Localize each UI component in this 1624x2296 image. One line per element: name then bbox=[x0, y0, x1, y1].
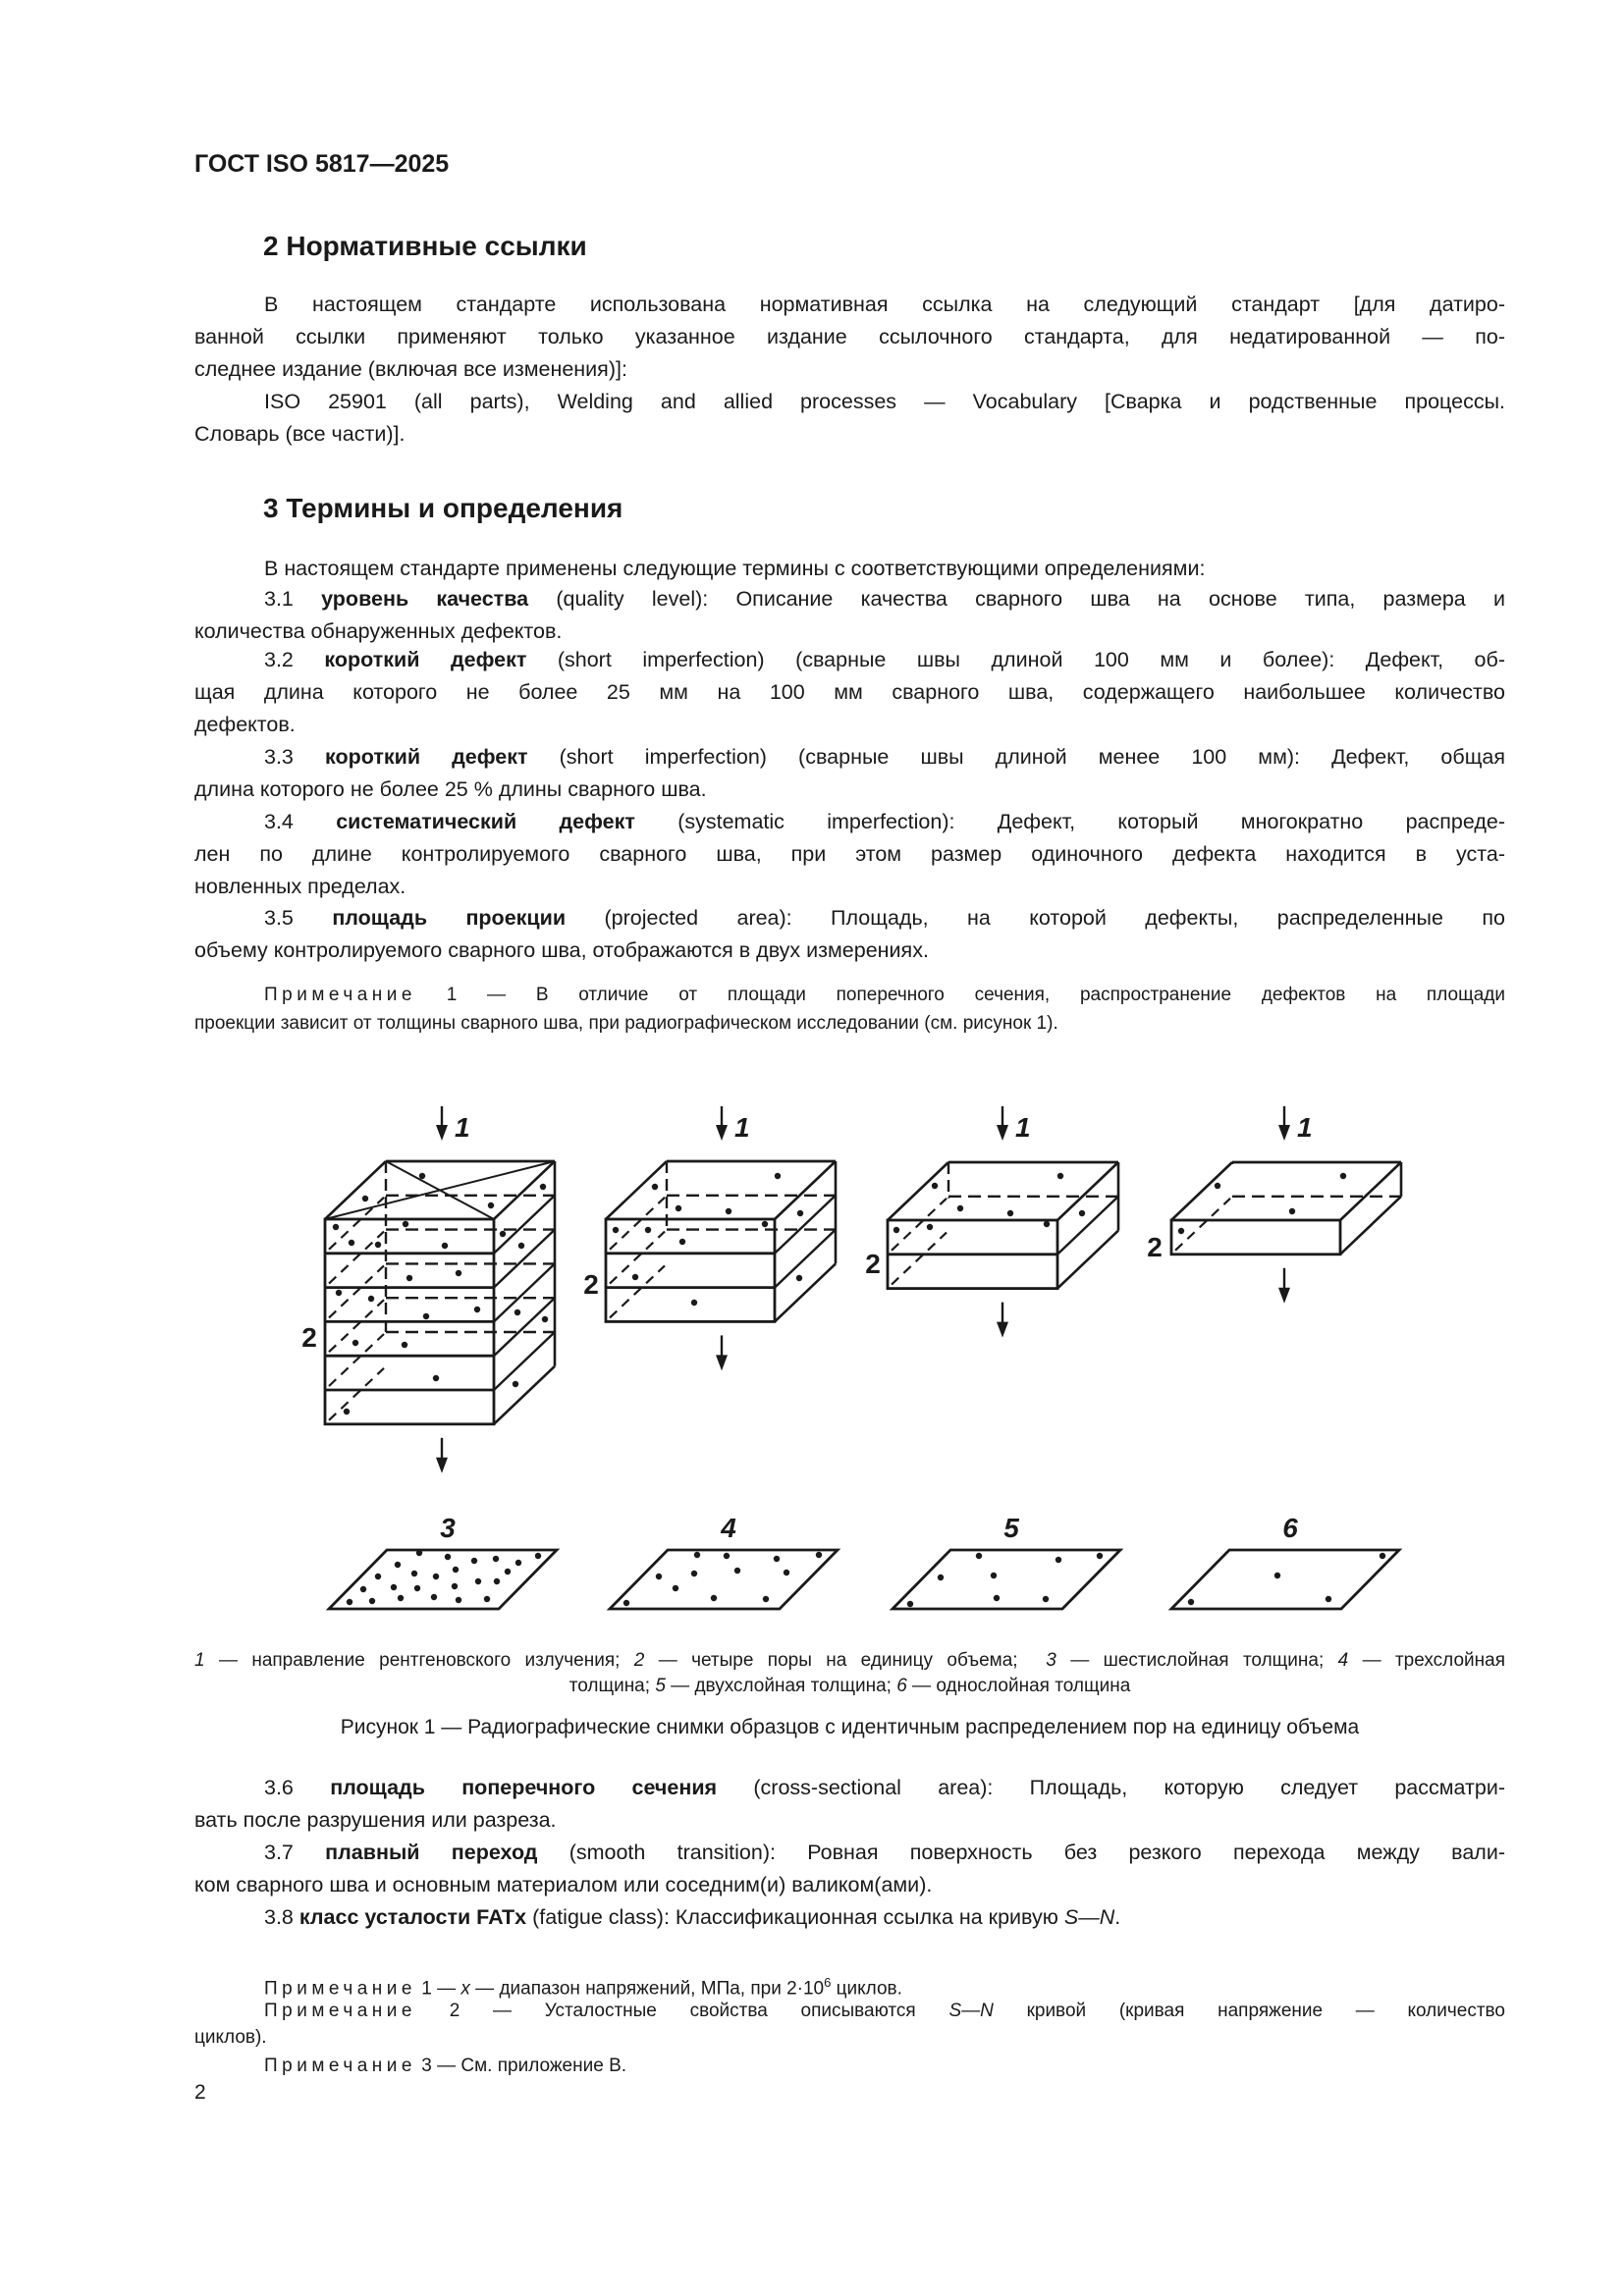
plate-pore-dot bbox=[471, 1558, 477, 1564]
specimen-3-xray-label: 1 bbox=[1015, 1112, 1031, 1143]
term-name: короткий дефект bbox=[324, 648, 527, 671]
term-definition: (short imperfection) (сварные швы длиной менее 100 мм): Дефект, общая bbox=[527, 745, 1505, 769]
term-definition-cont: вать после разрушения или разреза. bbox=[194, 1808, 557, 1832]
specimen-1-pore-dot bbox=[456, 1270, 461, 1276]
term-name: класс усталости FATx bbox=[298, 1905, 527, 1929]
plate-pore-dot bbox=[994, 1595, 1000, 1601]
section-2-heading: 2 Нормативные ссылки bbox=[263, 231, 587, 261]
note-3-8-1 bbox=[264, 1970, 1505, 2002]
term-name: уровень качества bbox=[321, 587, 529, 611]
specimen-3-hidden-diagonal bbox=[892, 1199, 947, 1251]
term-definition-cont: лен по длине контролируемого сварного шва, при этом размер одиночного дефекта находится в уста- bbox=[194, 842, 1505, 866]
specimen-1-pore-dot bbox=[333, 1224, 339, 1230]
plate-pore-dot bbox=[369, 1598, 375, 1604]
specimen-4-pore-dot bbox=[1178, 1228, 1184, 1234]
plate-pore-dot bbox=[907, 1601, 913, 1607]
specimen-3-pore-dot bbox=[927, 1224, 933, 1230]
plate-pore-dot bbox=[774, 1556, 780, 1562]
specimen-1-top-diagonal bbox=[386, 1161, 494, 1219]
specimen-2-hidden-diagonal bbox=[610, 1265, 665, 1317]
plate-pore-dot bbox=[505, 1569, 511, 1575]
specimen-2-pore-dot bbox=[676, 1205, 681, 1211]
plate-pore-dot bbox=[494, 1578, 500, 1584]
figure-legend-line2 bbox=[194, 1676, 1505, 1697]
specimen-2-exit-arrow-head-icon bbox=[716, 1355, 728, 1370]
specimen-1-side-layer-line bbox=[494, 1263, 555, 1321]
specimen-4-hidden-diagonal bbox=[1175, 1199, 1230, 1251]
legend-text: — трехслойная bbox=[1348, 1650, 1505, 1671]
specimen-1-hidden-diagonal bbox=[329, 1232, 384, 1284]
plate-pore-dot bbox=[414, 1585, 420, 1591]
specimen-4-front-face bbox=[1171, 1220, 1340, 1255]
specimen-4-top-edge bbox=[1171, 1162, 1232, 1220]
specimen-3-pore-dot bbox=[957, 1205, 963, 1211]
legend-key: 1 bbox=[194, 1650, 205, 1671]
legend-text: — четыре поры на единицу объема; bbox=[644, 1650, 1047, 1671]
term-3-7 bbox=[264, 1840, 1505, 1865]
plate-pore-dot bbox=[1056, 1557, 1061, 1563]
legend-text: — двухслойная толщина; bbox=[665, 1676, 897, 1696]
specimen-2-pore-dot bbox=[775, 1173, 781, 1179]
note-3-8-2-cont: циклов). bbox=[194, 2027, 267, 2048]
specimen-1-pore-dot bbox=[402, 1342, 407, 1348]
plate-label-3: 5 bbox=[1003, 1513, 1019, 1543]
plate-pore-dot bbox=[1380, 1553, 1385, 1559]
specimen-1-side-layer-line bbox=[494, 1298, 555, 1356]
specimen-1-pore-dot bbox=[540, 1184, 546, 1190]
specimen-3-side-edge bbox=[1057, 1231, 1118, 1289]
plate-pore-dot bbox=[456, 1597, 461, 1603]
term-definition-cont: дефектов. bbox=[194, 713, 296, 736]
specimen-1-pore-dot bbox=[513, 1381, 518, 1387]
specimen-1-hidden-diagonal bbox=[329, 1368, 384, 1420]
term-name: плавный переход bbox=[325, 1841, 538, 1864]
term-number: 3.4 bbox=[264, 810, 294, 833]
specimen-1-pore-dot bbox=[352, 1340, 358, 1346]
specimen-1-top-edge bbox=[325, 1161, 386, 1219]
specimen-2-pore-dot bbox=[613, 1227, 619, 1233]
specimen-3-exit-arrow-head-icon bbox=[997, 1322, 1008, 1338]
term-definition: (quality level): Описание качества сварного шва на основе типа, размера и bbox=[528, 587, 1505, 611]
plate-pore-dot bbox=[360, 1586, 366, 1592]
specimen-1-hidden-diagonal bbox=[329, 1198, 384, 1250]
term-definition: (smooth transition): Ровная поверхность без резкого перехода между вали- bbox=[537, 1841, 1505, 1864]
specimen-1-pore-dot bbox=[423, 1313, 429, 1319]
plate-pore-dot bbox=[433, 1574, 439, 1579]
plate-pore-dot bbox=[395, 1562, 401, 1568]
specimen-4-pore-dot bbox=[1215, 1183, 1220, 1189]
plate-pore-dot bbox=[1274, 1573, 1280, 1578]
legend-key: 5 bbox=[655, 1676, 666, 1696]
specimen-3-pore-dot bbox=[1079, 1210, 1085, 1216]
plate-pore-dot bbox=[411, 1571, 417, 1576]
specimen-4-pores-label: 2 bbox=[1147, 1232, 1163, 1262]
plate-pore-dot bbox=[763, 1596, 769, 1602]
term-definition: . bbox=[1114, 1905, 1121, 1929]
specimen-3-top-edge bbox=[1057, 1162, 1118, 1220]
sn-curve: S—N bbox=[948, 2001, 994, 2021]
term-name: площадь поперечного сечения bbox=[330, 1776, 718, 1799]
specimen-3-pore-dot bbox=[1007, 1210, 1013, 1216]
specimen-2-pore-dot bbox=[632, 1274, 638, 1280]
plate-label-4: 6 bbox=[1282, 1513, 1298, 1543]
term-definition: (projected area): Площадь, на которой дефекты, распределенные по bbox=[566, 906, 1505, 930]
plate-pore-dot bbox=[691, 1571, 697, 1576]
specimen-1-pore-dot bbox=[406, 1275, 412, 1281]
radiograph-plate-1 bbox=[329, 1550, 557, 1609]
specimen-4-side-edge bbox=[1340, 1197, 1401, 1255]
legend-text: толщина; bbox=[568, 1676, 656, 1696]
plate-pore-dot bbox=[656, 1574, 662, 1579]
term-3-6 bbox=[264, 1775, 1505, 1800]
specimen-1-pore-dot bbox=[474, 1307, 480, 1312]
specimen-1-pore-dot bbox=[362, 1196, 368, 1201]
term-definition-cont: количества обнаруженных дефектов. bbox=[194, 619, 563, 643]
specimen-1-pore-dot bbox=[488, 1202, 494, 1208]
plate-pore-dot bbox=[375, 1574, 381, 1579]
note-text: 1 — bbox=[415, 1978, 461, 2000]
term-definition: (systematic imperfection): Дефект, который многократно распреде- bbox=[634, 810, 1505, 833]
specimen-3-xray-arrow-head-icon bbox=[997, 1125, 1008, 1141]
paragraph-line: следнее издание (включая все изменения)]: bbox=[194, 357, 627, 381]
specimen-2-side-edge bbox=[775, 1263, 836, 1321]
plate-pore-dot bbox=[991, 1573, 997, 1578]
specimen-3-pore-dot bbox=[932, 1183, 938, 1189]
note-text: циклов. bbox=[831, 1978, 902, 2000]
specimen-2-pore-dot bbox=[796, 1275, 802, 1281]
plate-pore-dot bbox=[673, 1585, 678, 1591]
note-text: 2 — Усталостные свойства описываются bbox=[415, 2001, 949, 2021]
exponent: 6 bbox=[824, 1975, 832, 1990]
specimen-1-pore-dot bbox=[349, 1240, 354, 1246]
specimen-2-pore-dot bbox=[645, 1227, 651, 1233]
specimen-1-exit-arrow-head-icon bbox=[436, 1458, 448, 1473]
radiograph-plate-3 bbox=[893, 1550, 1120, 1609]
note-3-5-line2: проекции зависит от толщины сварного шва, при радиографическом исследовании (см. рисунок 1). bbox=[194, 1013, 1058, 1034]
legend-text: — направление рентгеновского излучения; bbox=[204, 1650, 634, 1671]
specimen-1-pore-dot bbox=[419, 1173, 425, 1179]
specimen-1-side-layer-line bbox=[494, 1332, 555, 1390]
specimen-1-top-edge bbox=[494, 1161, 555, 1219]
specimen-3-pores-label: 2 bbox=[865, 1249, 881, 1279]
term-number: 3.5 bbox=[264, 906, 294, 930]
term-name: короткий дефект bbox=[325, 745, 528, 769]
reference-line: Словарь (все части)]. bbox=[194, 422, 406, 446]
specimen-3-pore-dot bbox=[1044, 1221, 1050, 1227]
note-label: Примечание bbox=[264, 2001, 416, 2021]
plate-pore-dot bbox=[1043, 1596, 1049, 1602]
note-text: кривой (кривая напряжение — количество bbox=[993, 2001, 1505, 2021]
note-text: 3 — См. приложение В. bbox=[415, 2056, 627, 2076]
specimen-1-pore-dot bbox=[344, 1409, 350, 1415]
specimen-2-pore-dot bbox=[762, 1221, 768, 1227]
term-name: систематический дефект bbox=[336, 810, 635, 833]
page-number: 2 bbox=[194, 2081, 206, 2104]
specimen-2-pores-label: 2 bbox=[583, 1269, 599, 1300]
specimen-2-pore-dot bbox=[652, 1184, 658, 1190]
specimen-2-hidden-diagonal bbox=[610, 1198, 665, 1250]
radiograph-plate-4 bbox=[1171, 1550, 1399, 1609]
specimen-1-side-layer-line bbox=[494, 1230, 555, 1288]
specimen-2-top-edge bbox=[775, 1161, 836, 1219]
term-definition-cont: ком сварного шва и основным материалом или соседним(и) валиком(ами). bbox=[194, 1873, 933, 1896]
specimen-1-pores-label: 2 bbox=[301, 1322, 317, 1353]
term-number: 3.3 bbox=[264, 745, 294, 769]
plate-pore-dot bbox=[515, 1560, 521, 1566]
plate-pore-dot bbox=[784, 1570, 789, 1575]
plate-pore-dot bbox=[391, 1584, 397, 1590]
specimen-3-side-layer-line bbox=[1057, 1197, 1118, 1255]
specimen-2-front-face bbox=[606, 1219, 775, 1321]
plate-pore-dot bbox=[431, 1594, 437, 1600]
specimen-1-xray-label: 1 bbox=[455, 1112, 470, 1143]
term-definition: (cross-sectional area): Площадь, которую следует рассматри- bbox=[717, 1776, 1505, 1799]
plate-pore-dot bbox=[535, 1553, 541, 1559]
plate-pore-dot bbox=[475, 1578, 481, 1584]
specimen-3-top-edge bbox=[888, 1162, 948, 1220]
plate-pore-dot bbox=[724, 1553, 730, 1559]
specimen-3-hidden-diagonal bbox=[892, 1233, 947, 1285]
note-label: Примечание bbox=[264, 2056, 416, 2076]
note-label: Примечание bbox=[264, 985, 416, 1005]
plate-label-2: 4 bbox=[721, 1513, 736, 1543]
term-definition: (short imperfection) (сварные швы длиной 100 мм и более): Дефект, об- bbox=[526, 648, 1505, 671]
specimen-4-exit-arrow-head-icon bbox=[1278, 1288, 1290, 1304]
term-number: 3.7 bbox=[264, 1841, 294, 1864]
plate-pore-dot bbox=[711, 1595, 717, 1601]
plate-label-1: 3 bbox=[440, 1513, 456, 1543]
paragraph-line: ванной ссылки применяют только указанное издание ссылочного стандарта, для недатированной — по- bbox=[194, 325, 1505, 348]
legend-key: 2 bbox=[633, 1650, 645, 1671]
note-text: — диапазон напряжений, МПа, при 2·10 bbox=[469, 1978, 825, 2000]
specimen-3-pore-dot bbox=[893, 1227, 899, 1233]
plate-pore-dot bbox=[694, 1552, 700, 1558]
note-label: Примечание bbox=[264, 1978, 416, 2000]
radiograph-plate-2 bbox=[610, 1550, 838, 1609]
specimen-4-pore-dot bbox=[1340, 1173, 1346, 1179]
specimen-2-pore-dot bbox=[691, 1300, 697, 1306]
legend-key: 4 bbox=[1337, 1650, 1349, 1671]
legend-text: — однослойная толщина bbox=[906, 1676, 1131, 1696]
term-number: 3.1 bbox=[264, 587, 294, 611]
specimen-1-side-edge bbox=[494, 1366, 555, 1424]
section-3-heading: 3 Термины и определения bbox=[263, 493, 623, 523]
specimen-1-pore-dot bbox=[336, 1290, 342, 1296]
specimen-4-top-edge bbox=[1340, 1162, 1401, 1220]
plate-pore-dot bbox=[484, 1596, 490, 1602]
specimen-2-top-edge bbox=[606, 1161, 667, 1219]
term-number: 3.8 bbox=[264, 1905, 294, 1929]
plate-pore-dot bbox=[1097, 1553, 1103, 1559]
note-3-8-3 bbox=[264, 2054, 1505, 2079]
legend-text: — шестислойная толщина; bbox=[1056, 1650, 1338, 1671]
variable-x: x bbox=[460, 1978, 470, 2000]
term-definition-cont: щая длина которого не более 25 мм на 100 мм сварного шва, содержащего наибольшее количество bbox=[194, 680, 1505, 704]
term-definition: (fatigue class): Классификационная ссылка на кривую bbox=[526, 1905, 1064, 1929]
term-number: 3.6 bbox=[264, 1776, 294, 1799]
plate-pore-dot bbox=[445, 1554, 451, 1560]
note-3-8-2 bbox=[264, 1999, 1505, 2024]
plate-pore-dot bbox=[398, 1595, 404, 1601]
specimen-2-xray-arrow-head-icon bbox=[716, 1125, 728, 1141]
specimen-4-xray-arrow-head-icon bbox=[1278, 1125, 1290, 1141]
specimen-2-pore-dot bbox=[679, 1239, 685, 1245]
document-header-id: ГОСТ ISO 5817—2025 bbox=[194, 150, 450, 178]
term-definition-cont: объему контролируемого сварного шва, отображаются в двух измерениях. bbox=[194, 938, 929, 962]
plate-pore-dot bbox=[453, 1567, 459, 1573]
plate-pore-dot bbox=[938, 1575, 944, 1580]
specimen-1-pore-dot bbox=[442, 1243, 448, 1249]
specimen-1-pore-dot bbox=[375, 1242, 381, 1248]
plate-pore-dot bbox=[816, 1552, 822, 1558]
specimen-1-pore-dot bbox=[514, 1309, 520, 1315]
specimen-1-pore-dot bbox=[518, 1243, 524, 1249]
plate-pore-dot bbox=[734, 1568, 740, 1574]
term-definition-cont: длина которого не более 25 % длины сварного шва. bbox=[194, 777, 707, 801]
paragraph-line: В настоящем стандарте использована нормативная ссылка на следующий стандарт [для датиро- bbox=[264, 293, 1505, 316]
section-3-intro: В настоящем стандарте применены следующие термины с соответствующими определениями: bbox=[264, 557, 1206, 580]
specimen-1-pore-dot bbox=[368, 1296, 374, 1302]
specimen-2-side-layer-line bbox=[775, 1230, 836, 1288]
plate-pore-dot bbox=[452, 1583, 458, 1589]
specimen-2-pore-dot bbox=[797, 1210, 803, 1216]
term-name: площадь проекции bbox=[332, 906, 567, 930]
specimen-4-pore-dot bbox=[1289, 1208, 1295, 1214]
plate-pore-dot bbox=[416, 1550, 422, 1556]
specimen-1-pore-dot bbox=[403, 1221, 408, 1227]
specimen-1-pore-dot bbox=[433, 1375, 439, 1381]
legend-key: 6 bbox=[896, 1676, 907, 1696]
sn-curve: S—N bbox=[1063, 1905, 1115, 1929]
reference-line: ISO 25901 (all parts), Welding and allied processes — Vocabulary [Сварка и родственные процессы. bbox=[264, 390, 1505, 413]
specimen-1-xray-arrow-head-icon bbox=[436, 1125, 448, 1141]
plate-pore-dot bbox=[493, 1556, 499, 1562]
figure-caption: Рисунок 1 — Радиографические снимки образцов с идентичным распределением пор на единицу объема bbox=[340, 1716, 1360, 1738]
plate-pore-dot bbox=[347, 1599, 352, 1605]
term-3-8 bbox=[264, 1904, 1505, 1930]
specimen-2-side-layer-line bbox=[775, 1196, 836, 1254]
specimen-1-pore-dot bbox=[500, 1231, 506, 1237]
specimen-2-pore-dot bbox=[726, 1208, 731, 1214]
plate-pore-dot bbox=[1188, 1599, 1194, 1605]
term-number: 3.2 bbox=[264, 648, 294, 671]
figure-legend-line1 bbox=[194, 1650, 1505, 1672]
plate-pore-dot bbox=[623, 1600, 629, 1606]
term-definition-cont: новленных пределах. bbox=[194, 875, 406, 898]
specimen-1-pore-dot bbox=[542, 1316, 548, 1322]
specimen-3-pore-dot bbox=[1057, 1173, 1063, 1179]
legend-key: 3 bbox=[1046, 1650, 1056, 1671]
plate-pore-dot bbox=[1326, 1596, 1331, 1602]
specimen-4-xray-label: 1 bbox=[1297, 1112, 1313, 1143]
specimen-2-xray-label: 1 bbox=[734, 1112, 750, 1143]
note-text: 1 — В отличие от площади поперечного сечения, распространение дефектов на площади bbox=[415, 985, 1505, 1005]
plate-pore-dot bbox=[976, 1553, 982, 1559]
